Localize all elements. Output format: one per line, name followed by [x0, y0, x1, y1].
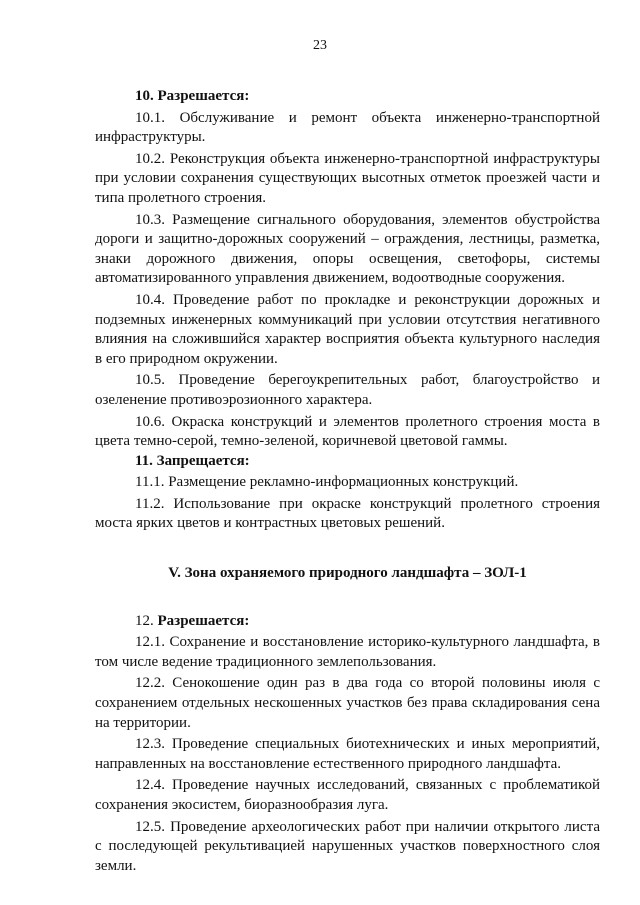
clause-10-4: 10.4. Проведение работ по прокладке и реконструкции дорожных и подземных инженерных коммуникаций при условии отсутствия негативного влияния на сложившийся характер восприятия объекта культурного наследия в его природном окружении. [95, 291, 600, 367]
clause-12-2: 12.2. Сенокошение один раз в два года со второй половины июля с сохранением отдельных нескошенных участков без права складирования сена на территории. [95, 675, 600, 731]
section-10-heading: 10. Разрешается: [135, 88, 250, 104]
clause-10-5: 10.5. Проведение берегоукрепительных работ, благоустройство и озеленение противоэрозионного характера. [95, 372, 600, 408]
page-number: 23 [313, 38, 327, 53]
zone-section-title: V. Зона охраняемого природного ландшафта – ЗОЛ-1 [168, 565, 527, 582]
section-12-number: 12. [135, 612, 154, 629]
document-body [95, 87, 600, 876]
clause-10-1: 10.1. Обслуживание и ремонт объекта инженерно-транспортной инфраструктуры. [95, 109, 600, 146]
clause-12-3: 12.3. Проведение специальных биотехнических и иных мероприятий, направленных на восстановление естественного природного ландшафта. [95, 736, 600, 772]
section-12-heading [95, 612, 600, 632]
clause-10-2: 10.2. Реконструкция объекта инженерно-транспортной инфраструктуры при условии сохранения существующих высотных отметок проезжей части и типа пролетного строения. [95, 150, 600, 206]
clause-10-3: 10.3. Размещение сигнального оборудования, элементов обустройства дороги и защитно-дорожных сооружений – ограждения, лестницы, разметка, знаки дорожного движения, опоры освещения, светофоры, системы автоматизированного управления движением, водоотводные сооружения. [95, 211, 600, 287]
clause-11-2: 11.2. Использование при окраске конструкций пролетного строения моста ярких цветов и контрастных цветовых решений. [95, 495, 600, 532]
clause-12-5: 12.5. Проведение археологических работ при наличии открытого листа с последующей рекультивацией нарушенных участков поверхностного слоя земли. [95, 818, 600, 874]
section-12-label: Разрешается: [157, 612, 250, 629]
clause-12-4: 12.4. Проведение научных исследований, связанных с проблематикой сохранения экосистем, биоразнообразия луга. [95, 777, 600, 813]
section-11-heading: 11. Запрещается: [135, 452, 250, 469]
clause-12-1: 12.1. Сохранение и восстановление историко-культурного ландшафта, в том числе ведение традиционного землепользования. [95, 634, 600, 670]
clause-10-6: 10.6. Окраска конструкций и элементов пролетного строения моста в цвета темно-серой, темно-зеленой, коричневой цветовой гаммы. [95, 413, 600, 450]
clause-11-1: 11.1. Размещение рекламно-информационных конструкций. [135, 474, 519, 491]
